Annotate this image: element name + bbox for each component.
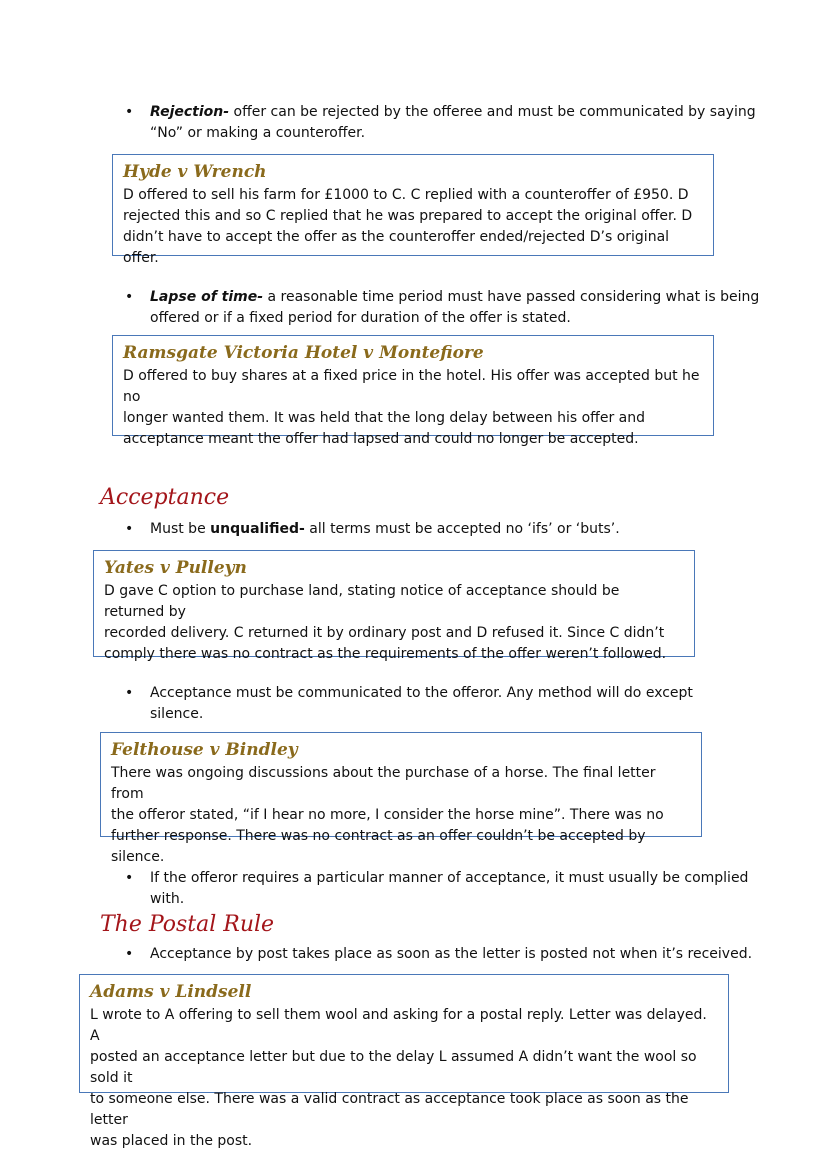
case-body — [111, 763, 691, 868]
case-line: comply there was no contract as the requirements of the offer weren’t followed. — [104, 646, 667, 662]
bullet-manner-of-acceptance — [125, 868, 785, 910]
case-title: Ramsgate Victoria Hotel v Montefiore — [123, 343, 484, 363]
case-box-ramsgate-v-montefiore — [112, 335, 714, 447]
case-box-yates-v-pulleyn — [93, 550, 695, 662]
case-title: Adams v Lindsell — [90, 982, 252, 1002]
case-line: acceptance meant the offer had lapsed and could no longer be accepted. — [123, 431, 639, 447]
case-box-felthouse-v-bindley — [100, 732, 702, 865]
post-line1: Acceptance by post takes place as soon as the letter is posted not when it’s received. — [150, 946, 753, 962]
case-line: posted an acceptance letter but due to the delay L assumed A didn’t want the wool so sold it — [90, 1049, 697, 1086]
case-line: further response. There was no contract as an offer couldn’t be accepted by silence. — [111, 828, 646, 865]
case-body — [123, 366, 703, 450]
bullet-dot: • — [125, 521, 134, 537]
heading-postal-rule: The Postal Rule — [100, 912, 275, 937]
manner-line2: with. — [150, 891, 185, 907]
lapse-text-line1: a reasonable time period must have passed considering what is being — [263, 289, 760, 305]
bullet-dot: • — [125, 685, 134, 701]
case-box-hyde-v-wrench — [112, 154, 714, 266]
case-line: L wrote to A offering to sell them wool and asking for a postal reply. Letter was delayed. A — [90, 1007, 707, 1044]
rejection-text-line1: offer can be rejected by the offeree and must be communicated by saying — [229, 104, 756, 120]
case-line: to someone else. There was a valid contract as acceptance took place as soon as the letter — [90, 1091, 689, 1128]
unqualified-term: unqualified- — [210, 521, 305, 537]
bullet-rejection — [125, 102, 765, 144]
bullet-dot: • — [125, 946, 134, 962]
communicated-line2: silence. — [150, 706, 204, 722]
case-body — [90, 1005, 718, 1152]
case-body — [104, 581, 684, 665]
case-body — [123, 185, 703, 269]
case-box-adams-v-lindsell — [79, 974, 729, 1149]
case-line: rejected this and so C replied that he was prepared to accept the original offer. D — [123, 208, 693, 224]
bullet-unqualified — [125, 519, 765, 540]
lapse-term: Lapse of time- — [150, 289, 264, 305]
lapse-text-line2: offered or if a fixed period for duration of the offer is stated. — [150, 310, 571, 326]
unqualified-prefix: Must be — [150, 521, 211, 537]
bullet-dot: • — [125, 289, 134, 305]
case-title: Felthouse v Bindley — [111, 740, 298, 760]
case-line: didn’t have to accept the offer as the counteroffer ended/rejected D’s original offer. — [123, 229, 670, 266]
bullet-dot: • — [125, 870, 134, 886]
bullet-post — [125, 944, 785, 965]
manner-line1: If the offeror requires a particular manner of acceptance, it must usually be complied — [150, 870, 749, 886]
case-line: There was ongoing discussions about the purchase of a horse. The final letter from — [111, 765, 656, 802]
heading-acceptance: Acceptance — [100, 485, 230, 510]
bullet-lapse-of-time — [125, 287, 765, 329]
rejection-text-line2: “No” or making a counteroffer. — [150, 125, 366, 141]
bullet-communicated — [125, 683, 765, 725]
case-line: was placed in the post. — [90, 1133, 253, 1149]
case-line: D offered to sell his farm for £1000 to C. C replied with a counteroffer of £950. D — [123, 187, 689, 203]
rejection-term: Rejection- — [150, 104, 230, 120]
case-line: longer wanted them. It was held that the long delay between his offer and — [123, 410, 645, 426]
communicated-line1: Acceptance must be communicated to the offeror. Any method will do except — [150, 685, 693, 701]
case-line: D offered to buy shares at a fixed price in the hotel. His offer was accepted but he no — [123, 368, 700, 405]
unqualified-suffix: all terms must be accepted no ‘ifs’ or ‘buts’. — [304, 521, 620, 537]
case-title: Hyde v Wrench — [123, 162, 267, 182]
case-line: recorded delivery. C returned it by ordinary post and D refused it. Since C didn’t — [104, 625, 665, 641]
case-line: the offeror stated, “if I hear no more, I consider the horse mine”. There was no — [111, 807, 664, 823]
case-line: D gave C option to purchase land, stating notice of acceptance should be returned by — [104, 583, 620, 620]
bullet-dot: • — [125, 104, 134, 120]
case-title: Yates v Pulleyn — [104, 558, 247, 578]
